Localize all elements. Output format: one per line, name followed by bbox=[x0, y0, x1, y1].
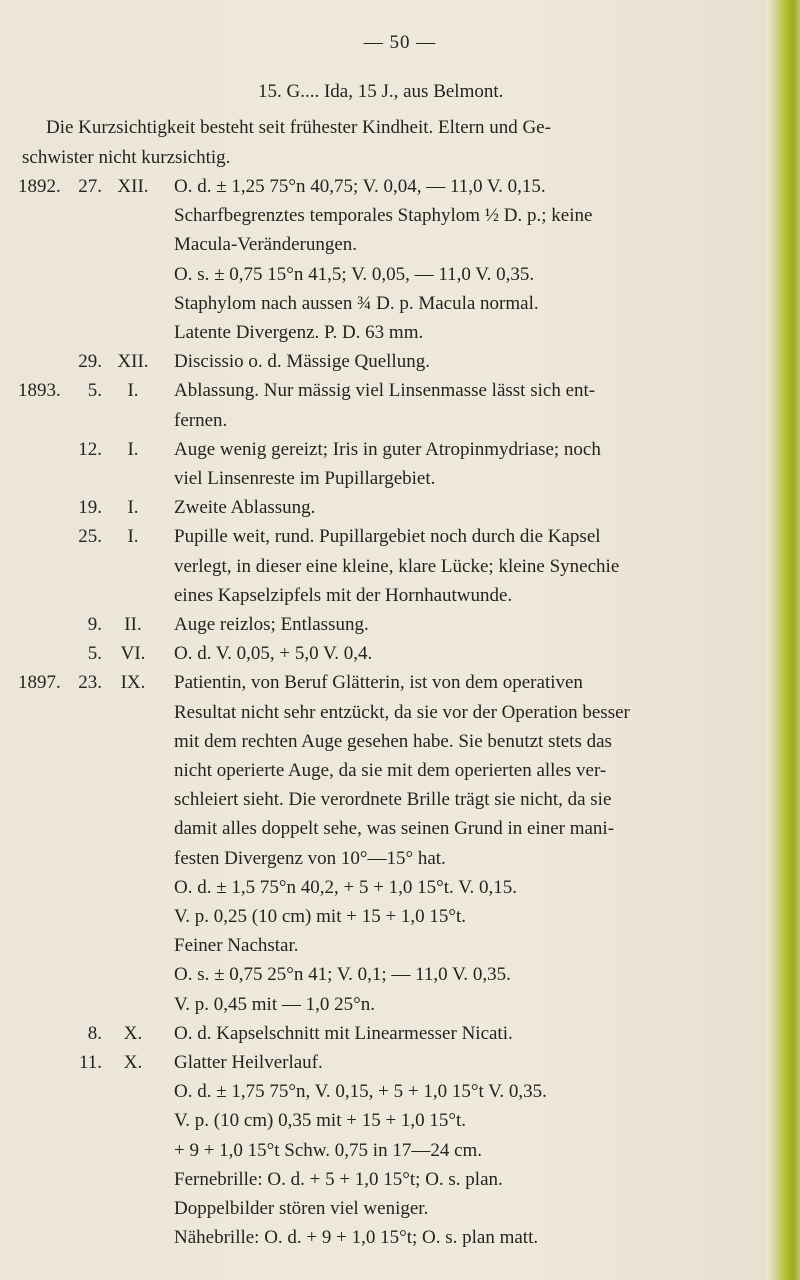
entry-text-line: festen Divergenz von 10°—15° hat. bbox=[174, 847, 446, 869]
log-entry bbox=[18, 172, 760, 347]
log-entry bbox=[18, 493, 760, 522]
entry-month: X. bbox=[123, 1052, 143, 1073]
entry-text bbox=[174, 610, 780, 639]
page-number: — 50 — bbox=[363, 32, 437, 53]
entry-day: 5. bbox=[87, 380, 102, 402]
entry-text-line: O. d. V. 0,05, + 5,0 V. 0,4. bbox=[174, 643, 373, 665]
entry-text-line: Glatter Heilverlauf. bbox=[174, 1052, 323, 1073]
entry-text bbox=[174, 639, 780, 668]
log-entry bbox=[18, 347, 760, 376]
entry-text-line: Latente Divergenz. P. D. 63 mm. bbox=[174, 322, 424, 344]
case-heading: 15. G.... Ida, 15 J., aus Belmont. bbox=[258, 81, 504, 102]
intro-line-1: Die Kurzsichtigkeit besteht seit frühester Kindheit. Eltern und Ge- bbox=[46, 117, 551, 138]
entry-month: I. bbox=[127, 380, 139, 402]
entry-text-line: fernen. bbox=[174, 409, 228, 431]
entry-text-line: Zweite Ablassung. bbox=[174, 497, 316, 519]
entry-day: 9. bbox=[87, 614, 102, 635]
entry-text-line: + 9 + 1,0 15°t Schw. 0,75 in 17—24 cm. bbox=[174, 1139, 483, 1161]
log-entry bbox=[18, 1048, 760, 1252]
entry-day: 25. bbox=[78, 526, 102, 548]
entry-day: 19. bbox=[78, 497, 102, 519]
entry-day: 5. bbox=[87, 643, 102, 665]
entry-day: 27. bbox=[78, 176, 102, 197]
log-entry bbox=[18, 639, 760, 668]
log-entry bbox=[18, 376, 760, 434]
log-entry bbox=[18, 610, 760, 639]
entry-text-line: Nähebrille: O. d. + 9 + 1,0 15°t; O. s. plan matt. bbox=[174, 1227, 539, 1249]
entry-day: 12. bbox=[78, 438, 102, 460]
entry-text-line: verlegt, in dieser eine kleine, klare Lücke; kleine Synechie bbox=[174, 555, 620, 577]
entry-day: 11. bbox=[78, 1052, 102, 1073]
entry-day: 23. bbox=[78, 672, 102, 694]
entry-text-line: schleiert sieht. Die verordnete Brille trägt sie nicht, da sie bbox=[174, 789, 612, 811]
entry-text-line: nicht operierte Auge, da sie mit dem operierten alles ver- bbox=[174, 760, 607, 781]
entry-text-line: O. d. ± 1,75 75°n, V. 0,15, + 5 + 1,0 15°t V. 0,35. bbox=[174, 1081, 547, 1103]
entry-text bbox=[174, 347, 780, 376]
intro-line-2: schwister nicht kurzsichtig. bbox=[22, 147, 231, 168]
entry-text-line: Fernebrille: O. d. + 5 + 1,0 15°t; O. s. plan. bbox=[174, 1168, 503, 1190]
entry-text-line: Resultat nicht sehr entzückt, da sie vor der Operation besser bbox=[174, 701, 630, 723]
entry-year: 1897. bbox=[18, 672, 61, 694]
entry-text bbox=[174, 1019, 780, 1048]
entry-text-line: O. d. Kapselschnitt mit Linearmesser Nicati. bbox=[174, 1022, 513, 1044]
entry-text bbox=[174, 435, 780, 493]
entry-text-line: Discissio o. d. Mässige Quellung. bbox=[174, 351, 430, 373]
entry-text-line: damit alles doppelt sehe, was seinen Grund in einer mani- bbox=[174, 818, 615, 840]
entry-day: 8. bbox=[87, 1022, 102, 1044]
entry-text-line: Patientin, von Beruf Glätterin, ist von dem operativen bbox=[174, 672, 583, 694]
entry-text-line: Feiner Nachstar. bbox=[174, 935, 299, 957]
log-entry bbox=[18, 668, 760, 1018]
entry-month: I. bbox=[127, 497, 139, 519]
entry-text-line: O. s. ± 0,75 25°n 41; V. 0,1; — 11,0 V. 0,35. bbox=[174, 964, 511, 986]
entry-text-line: Doppelbilder stören viel weniger. bbox=[174, 1198, 429, 1220]
entry-month: IX. bbox=[120, 672, 146, 694]
entry-text bbox=[174, 376, 780, 434]
entry-text-line: eines Kapselzipfels mit der Hornhautwunde. bbox=[174, 584, 513, 606]
entry-text-line: Staphylom nach aussen ¾ D. p. Macula normal. bbox=[174, 292, 539, 314]
entry-text-line: Pupille weit, rund. Pupillargebiet noch durch die Kapsel bbox=[174, 526, 601, 548]
entry-month: XII. bbox=[117, 351, 149, 373]
entry-month: I. bbox=[127, 526, 139, 548]
entry-text bbox=[174, 493, 780, 522]
entry-text-line: O. d. ± 1,5 75°n 40,2, + 5 + 1,0 15°t. V. 0,15. bbox=[174, 876, 517, 898]
entry-month: VI. bbox=[120, 643, 146, 665]
log-entry bbox=[18, 522, 760, 610]
entry-text-line: mit dem rechten Auge gesehen habe. Sie benutzt stets das bbox=[174, 730, 612, 752]
entry-text-line: Macula-Veränderungen. bbox=[174, 234, 358, 256]
entry-text-line: Auge wenig gereizt; Iris in guter Atropinmydriase; noch bbox=[174, 438, 601, 460]
entry-text bbox=[174, 1048, 780, 1252]
entry-text bbox=[174, 172, 780, 347]
entry-month: II. bbox=[124, 614, 142, 635]
entry-month: I. bbox=[127, 438, 139, 460]
log-entry bbox=[18, 1019, 760, 1048]
entry-text-line: Scharfbegrenztes temporales Staphylom ½ D. p.; keine bbox=[174, 205, 593, 227]
entry-text bbox=[174, 668, 780, 1018]
entry-text-line: O. d. ± 1,25 75°n 40,75; V. 0,04, — 11,0 V. 0,15. bbox=[174, 176, 546, 197]
entry-text bbox=[174, 522, 780, 610]
entry-text-line: Ablassung. Nur mässig viel Linsenmasse lässt sich ent- bbox=[174, 380, 596, 402]
entry-text-line: V. p. 0,45 mit — 1,0 25°n. bbox=[174, 993, 375, 1015]
entry-text-line: O. s. ± 0,75 15°n 41,5; V. 0,05, — 11,0 V. 0,35. bbox=[174, 263, 535, 285]
entry-year: 1892. bbox=[18, 176, 61, 197]
log-entry bbox=[18, 435, 760, 493]
entry-year: 1893. bbox=[18, 380, 61, 402]
entry-month: XII. bbox=[117, 176, 149, 197]
entry-text-line: Auge reizlos; Entlassung. bbox=[174, 614, 369, 635]
entry-text-line: V. p. (10 cm) 0,35 mit + 15 + 1,0 15°t. bbox=[174, 1110, 467, 1132]
entry-month: X. bbox=[123, 1022, 143, 1044]
entry-day: 29. bbox=[78, 351, 102, 373]
entry-text-line: viel Linsenreste im Pupillargebiet. bbox=[174, 468, 436, 489]
entry-text-line: V. p. 0,25 (10 cm) mit + 15 + 1,0 15°t. bbox=[174, 906, 467, 928]
